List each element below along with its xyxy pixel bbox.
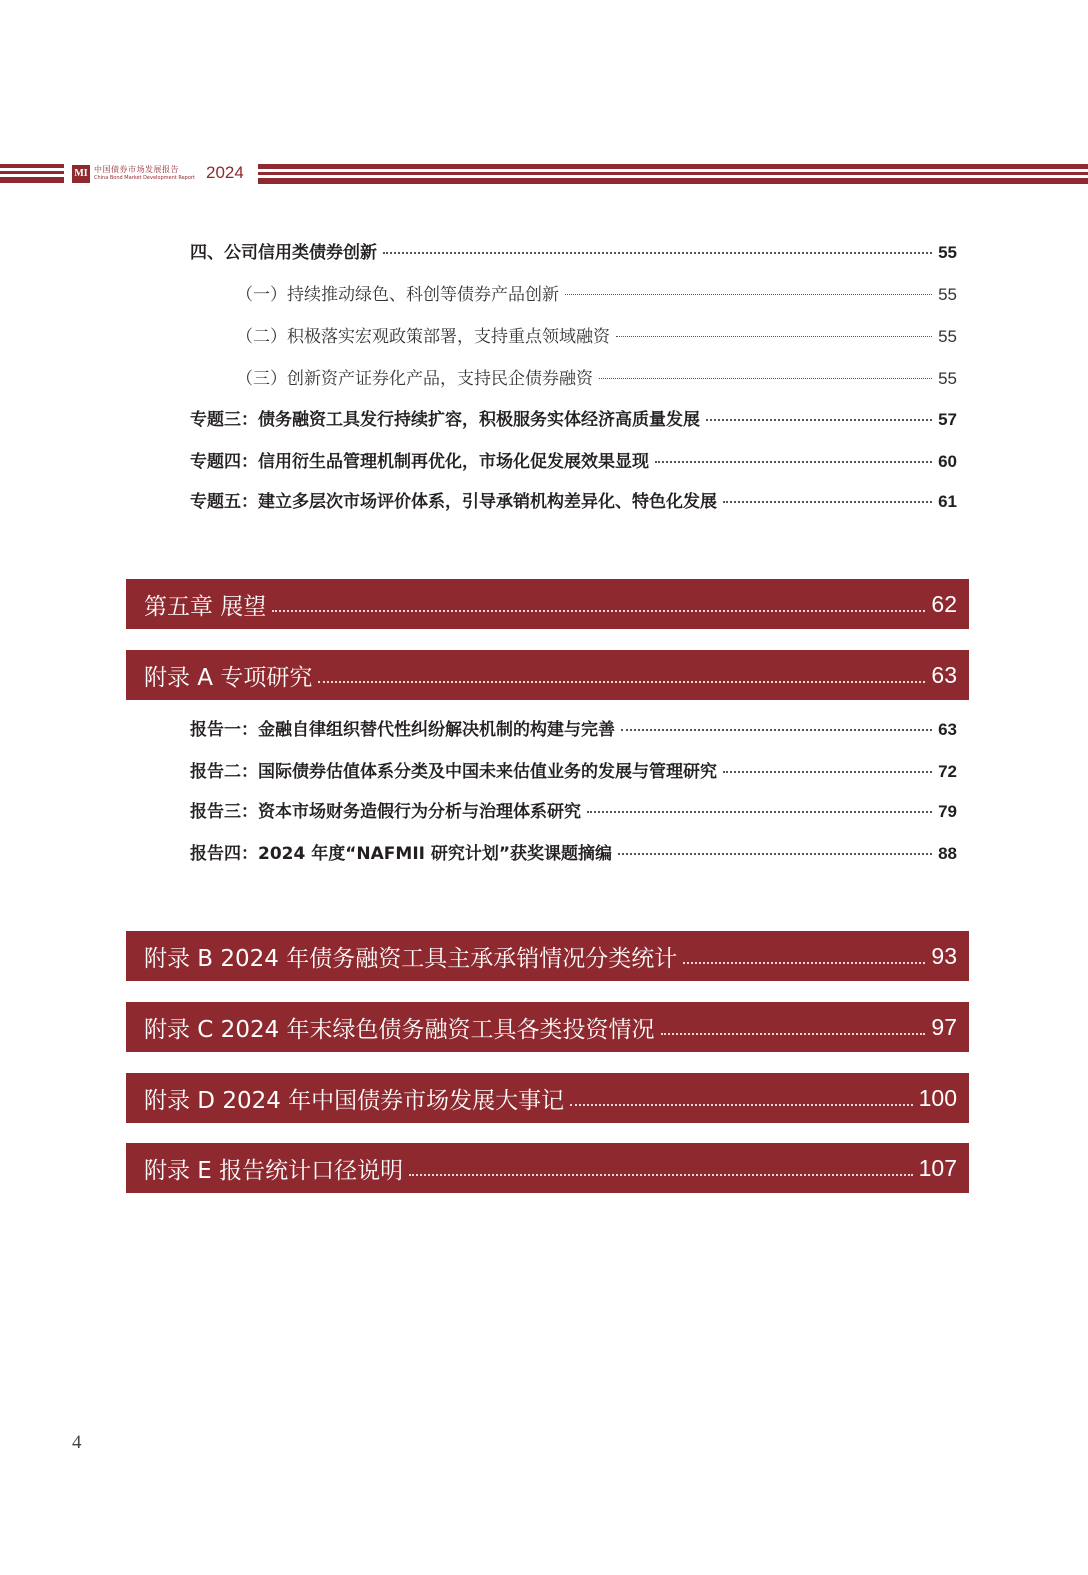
header-rule-left (0, 164, 64, 183)
toc-entry-label: 报告二：国际债券估值体系分类及中国未来估值业务的发展与管理研究 (190, 762, 717, 782)
toc-entry[interactable] (190, 491, 957, 513)
report-brand (72, 164, 254, 186)
dot-leader (655, 461, 932, 463)
dot-leader (570, 1104, 912, 1106)
dot-leader (661, 1033, 926, 1035)
header-band (0, 164, 1088, 188)
nafmii-logo: MI (72, 165, 90, 183)
dot-leader (621, 729, 932, 731)
toc-entry-label: 报告三：资本市场财务造假行为分析与治理体系研究 (190, 802, 581, 822)
dot-leader (618, 853, 932, 855)
toc-entry-page: 55 (938, 243, 957, 262)
chapter-bar[interactable] (126, 650, 969, 700)
toc-entry-label: （三）创新资产证券化产品，支持民企债券融资 (236, 369, 593, 389)
toc-entry-page: 88 (938, 844, 957, 863)
chapter-label: 附录 E 报告统计口径说明 (144, 1157, 404, 1184)
dot-leader (706, 419, 932, 421)
chapter-page: 100 (918, 1084, 957, 1111)
toc-entry-label: 专题三：债务融资工具发行持续扩容，积极服务实体经济高质量发展 (190, 410, 700, 430)
toc-entry[interactable] (190, 761, 957, 783)
toc-entry[interactable] (190, 451, 957, 473)
toc-entry-page: 72 (938, 762, 957, 781)
toc-entry[interactable] (190, 242, 957, 264)
chapter-bar[interactable] (126, 1073, 969, 1123)
toc-entry-label: 报告一：金融自律组织替代性纠纷解决机制的构建与完善 (190, 720, 615, 740)
toc-entry[interactable] (190, 409, 957, 431)
toc-entry-label: （二）积极落实宏观政策部署，支持重点领域融资 (236, 327, 610, 347)
brand-title-en: China Bond Market Development Report (94, 175, 195, 181)
toc-entry-page: 79 (938, 802, 957, 821)
toc-entry-label: 四、公司信用类债券创新 (190, 243, 377, 263)
toc-entry[interactable] (190, 801, 957, 823)
chapter-page: 97 (931, 1013, 957, 1040)
chapter-page: 93 (931, 942, 957, 969)
brand-year: 2024 (206, 163, 244, 182)
chapter-page: 107 (918, 1154, 957, 1181)
chapter-page: 63 (931, 661, 957, 688)
toc-entry-page: 55 (938, 285, 957, 304)
dot-leader (565, 294, 932, 295)
chapter-page: 62 (931, 590, 957, 617)
toc-entry-label: （一）持续推动绿色、科创等债券产品创新 (236, 285, 559, 305)
chapter-bar[interactable] (126, 579, 969, 629)
toc-entry-page: 55 (938, 369, 957, 388)
toc-entry[interactable] (236, 284, 957, 306)
dot-leader (318, 681, 925, 683)
header-rule-right (258, 164, 1088, 184)
toc-entry[interactable] (190, 843, 957, 865)
toc-entry-page: 63 (938, 720, 957, 739)
toc-entry-page: 57 (938, 410, 957, 429)
toc-entry-label: 专题五：建立多层次市场评价体系，引导承销机构差异化、特色化发展 (190, 492, 717, 512)
dot-leader (409, 1174, 912, 1176)
chapter-bar[interactable] (126, 1143, 969, 1193)
chapter-label: 附录 D 2024 年中国债券市场发展大事记 (144, 1087, 565, 1114)
dot-leader (723, 501, 932, 503)
chapter-label: 附录 A 专项研究 (144, 664, 313, 691)
toc-entry[interactable] (190, 719, 957, 741)
dot-leader (599, 378, 932, 379)
chapter-bar[interactable] (126, 931, 969, 981)
toc-entry-page: 61 (938, 492, 957, 511)
chapter-label: 附录 B 2024 年债务融资工具主承承销情况分类统计 (144, 945, 678, 972)
toc-entry-page: 55 (938, 327, 957, 346)
toc-entry[interactable] (236, 326, 957, 348)
dot-leader (272, 610, 925, 612)
toc-entry-label: 报告四：2024 年度“NAFMII 研究计划”获奖课题摘编 (190, 844, 613, 864)
chapter-label: 第五章 展望 (144, 593, 267, 620)
dot-leader (683, 962, 925, 964)
dot-leader (383, 252, 932, 254)
dot-leader (587, 811, 932, 813)
toc-entry[interactable] (236, 368, 957, 390)
toc-entry-label: 专题四：信用衍生品管理机制再优化，市场化促发展效果显现 (190, 452, 649, 472)
chapter-bar[interactable] (126, 1002, 969, 1052)
chapter-label: 附录 C 2024 年末绿色债务融资工具各类投资情况 (144, 1016, 655, 1043)
brand-title-cn: 中国债券市场发展报告 (94, 165, 179, 174)
toc-entry-page: 60 (938, 452, 957, 471)
page-number: 4 (72, 1432, 82, 1453)
dot-leader (723, 771, 932, 773)
dot-leader (616, 336, 932, 337)
